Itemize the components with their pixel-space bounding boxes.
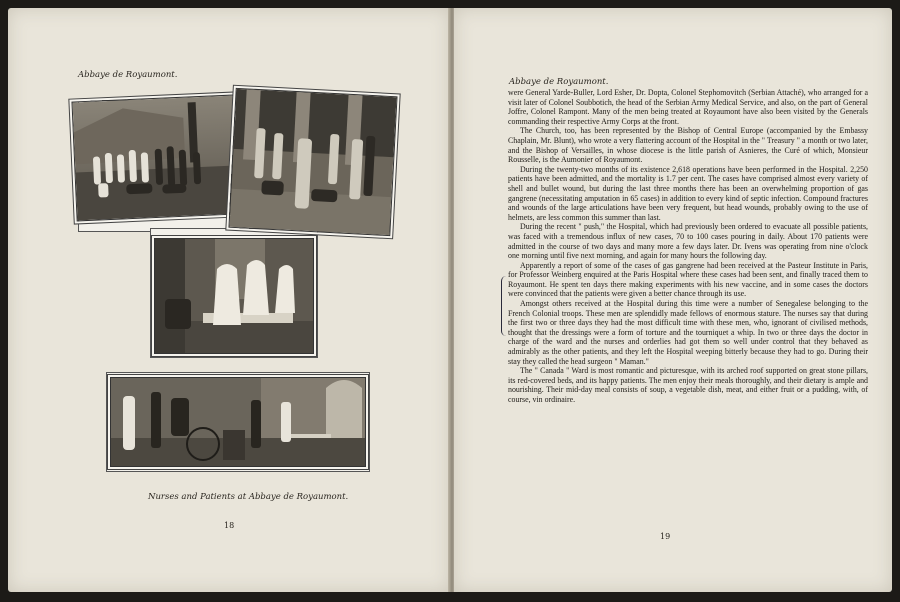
paragraph: The " Canada " Ward is most romantic and picturesque, with its arched roof supported on great stone pillars, its red-covered beds, and its happy patients. The men enjoy their meals thoroughly, and their dietary is ample and nourishing. Their mid-day meal consists of soup, a vegetable dish, meat, and either fruit or a pudding, with, of course, vin ordinaire.	[508, 366, 868, 404]
photo-ward-with-wheelchair	[110, 377, 366, 467]
margin-pencil-bracket	[501, 276, 506, 336]
paragraph: Apparently a report of some of the cases of gas gangrene had been received at the Pasteur Institute in Paris, for Professor Weinberg enquired at the Paris Hospital where these cases had been sent, and finally traced them to Royaumont. He spent ten days there making experiments with his new vaccine, and in some cases the doctors were convinced that the patients were given a better chance through its use.	[508, 260, 868, 299]
paragraph: were General Yarde-Buller, Lord Esher, Dr. Dopta, Colonel Stephomovitch (Serbian Attaché), who arranged for a visit later of Colonel Soubbotich, the head of the Serbian Army Medical Service, and also, on the part of General Joffre, Colonel Rampont. Many of the men being treated at Royaumont have also been visited by the Generals commanding their respective Army Corps at the front.	[508, 88, 868, 126]
photo-caption: Nurses and Patients at Abbaye de Royaumont.	[148, 492, 349, 502]
photo-soldiers-in-cloister	[228, 88, 397, 236]
right-running-head: Abbaye de Royaumont.	[509, 77, 609, 87]
paragraph: During the recent " push," the Hospital, which had previously been ordered to evacuate all possible patients, was faced with a tremendous influx of new cases, 70 to 100 cases pouring in daily. About 170 patients were admitted in the course of two days and many more a few days later. Dr. Ivens was operating from nine o'clock one morning until five next morning, and again for many hours the following day.	[508, 222, 868, 261]
right-page-content	[454, 8, 892, 592]
photo-nurses-dressing-wound	[154, 238, 314, 354]
left-page-number: 18	[224, 521, 235, 530]
paragraph: Amongst others received at the Hospital during this time were a number of Senegalese belonging to the French Colonial troops. These men are splendidly made fellows of enormous stature. The nurses say that during the first two or three days they had the most difficult time with these men, who, ignorant of civilised methods, thought that the dressings were a form of torture and the tourniquet a whip. In two or three days the doctor in charge of the ward and the nurses and orderlies had got them so well under control that they behaved as admirably as the other patients, and they left the Hospital weeping bitterly because they had to go. During their stay they called the head surgeon " Maman."	[508, 299, 868, 366]
left-running-head: Abbaye de Royaumont.	[78, 70, 178, 80]
paragraph: The Church, too, has been represented by the Bishop of Central Europe (accompanied by the Embassy Chaplain, Mr. Blunt), who wrote a very flattering account of the Hospital in the " Treasury " a month or two later, and the Bishop of Versailles, in whose diocese is the little parish of Asnieres, the Curé of which, Monsieur Rousselle, is the Aumonier of Royaumont.	[508, 126, 868, 165]
paragraph: During the twenty-two months of its existence 2,618 operations have been performed in the Hospital. 2,250 patients have been admitted, and the mortality is 1.7 per cent. The cases have comprised almost every variety of shell and bullet wound, but during the last three months there has been an overwhelming proportion of gas gangrene (necessitating amputation in 65 cases) in addition to every kind of septic infection. Compound fractures and wounds of the large articulations have been very frequent, but head wounds, probably owing to the use of helmets, are less common this summer than last.	[508, 164, 868, 222]
photo-nurses-group-outdoors	[71, 95, 238, 222]
right-page-number: 19	[660, 532, 671, 541]
body-text	[508, 88, 868, 405]
